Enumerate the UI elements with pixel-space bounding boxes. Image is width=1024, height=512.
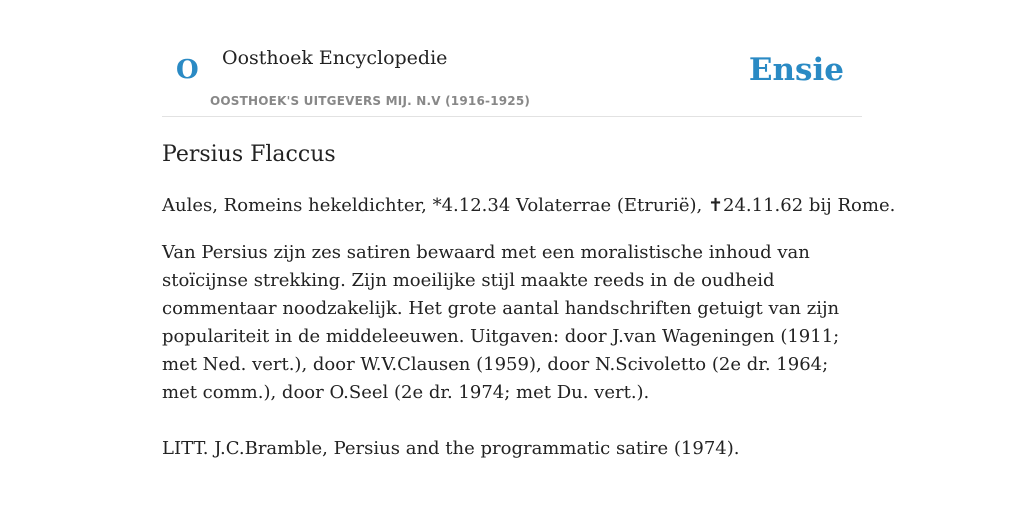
article-title: Persius Flaccus <box>162 142 336 167</box>
article-intro-paragraph: Aules, Romeins hekeldichter, *4.12.34 Volaterrae (Etrurië), ✝24.11.62 bij Rome. <box>162 195 896 216</box>
site-header <box>162 0 862 117</box>
encyclopedia-title[interactable]: Oosthoek Encyclopedie <box>222 47 448 69</box>
article-body-paragraph: Van Persius zijn zes satiren bewaard met een moralistische inhoud van stoïcijnse strekking. Zijn moeilijke stijl maakte reeds in de oudheid commentaar noodzakelijk. Het grote aantal handschriften getuigt van zijn populariteit in de middeleeuwen. Uitgaven: door J.van Wageningen (1911; met Ned. vert.), door W.V.Clausen (1959), door N.Scivoletto (2e dr. 1964; met comm.), door O.Seel (2e dr. 1974; met Du. vert.). <box>162 242 840 403</box>
article-literature-paragraph: LITT. J.C.Bramble, Persius and the programmatic satire (1974). <box>162 438 740 459</box>
publisher-subtitle: OOSTHOEK'S UITGEVERS MIJ. N.V (1916-1925) <box>210 94 531 108</box>
article-content <box>162 138 896 463</box>
encyclopedia-logo[interactable]: O <box>176 55 199 85</box>
ensie-brand-logo[interactable]: Ensie <box>748 52 844 88</box>
